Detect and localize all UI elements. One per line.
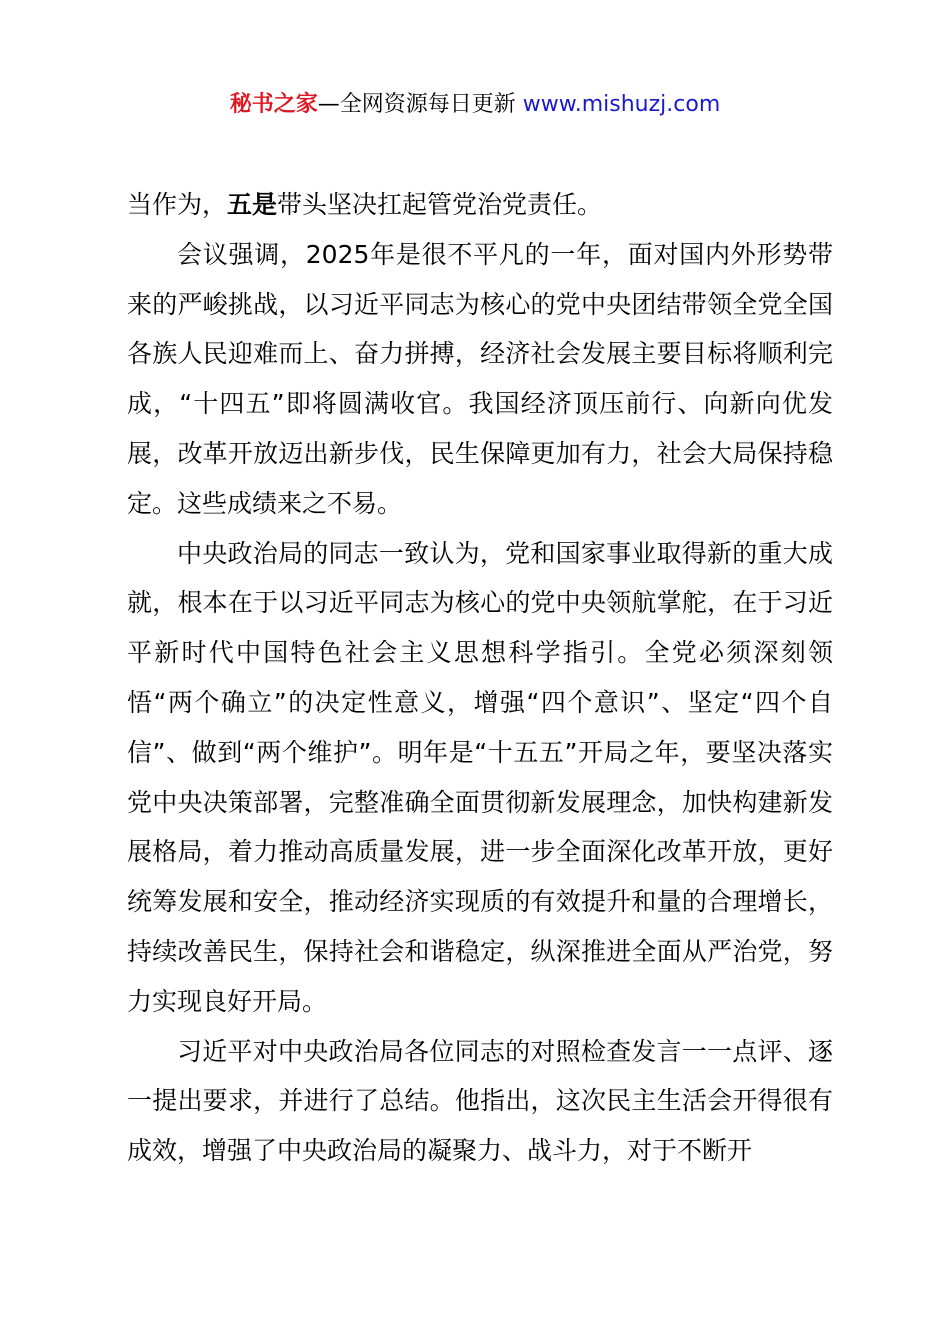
bold-phrase: 五是 [227, 190, 278, 219]
page-header [0, 88, 950, 122]
site-url-link[interactable]: www.mishuzj.com [522, 92, 721, 117]
paragraph-meeting-emphasis: 会议强调，2025年是很不平凡的一年，面对国内外形势带来的严峻挑战，以习近平同志为核心的党中央团结带领全党全国各族人民迎难而上、奋力拼搏，经济社会发展主要目标将顺利完成，“十四五”即将圆满收官。我国经济顶压前行、向新向优发展，改革开放迈出新步伐，民生保障更加有力，社会大局保持稳定。这些成绩来之不易。 [127, 239, 833, 518]
document-body [127, 180, 833, 1176]
paragraph-politburo-consensus: 中央政治局的同志一致认为，党和国家事业取得新的重大成就，根本在于以习近平同志为核心的党中央领航掌舵，在于习近平新时代中国特色社会主义思想科学指引。全党必须深刻领悟“两个确立”的决定性意义，增强“四个意识”、坚定“四个自信”、做到“两个维护”。明年是“十五五”开局之年，要坚决落实党中央决策部署，完整准确全面贯彻新发展理念，加快构建新发展格局，着力推动高质量发展，进一步全面深化改革开放，更好统筹发展和安全，推动经济实现质的有效提升和量的合理增长，持续改善民生，保持社会和谐稳定，纵深推进全面从严治党，努力实现良好开局。 [127, 538, 833, 1016]
header-tagline: —全网资源每日更新 [317, 92, 523, 117]
paragraph-xi-summary: 习近平对中央政治局各位同志的对照检查发言一一点评、逐一提出要求，并进行了总结。他指出，这次民主生活会开得很有成效，增强了中央政治局的凝聚力、战斗力，对于不断开 [127, 1036, 833, 1166]
paragraph-rest-text: 带头坚决扛起管党治党责任。 [277, 190, 603, 219]
brand-name: 秘书之家 [229, 92, 318, 117]
paragraph-continuation [127, 180, 833, 230]
paragraph-lead-text: 当作为， [127, 190, 228, 219]
